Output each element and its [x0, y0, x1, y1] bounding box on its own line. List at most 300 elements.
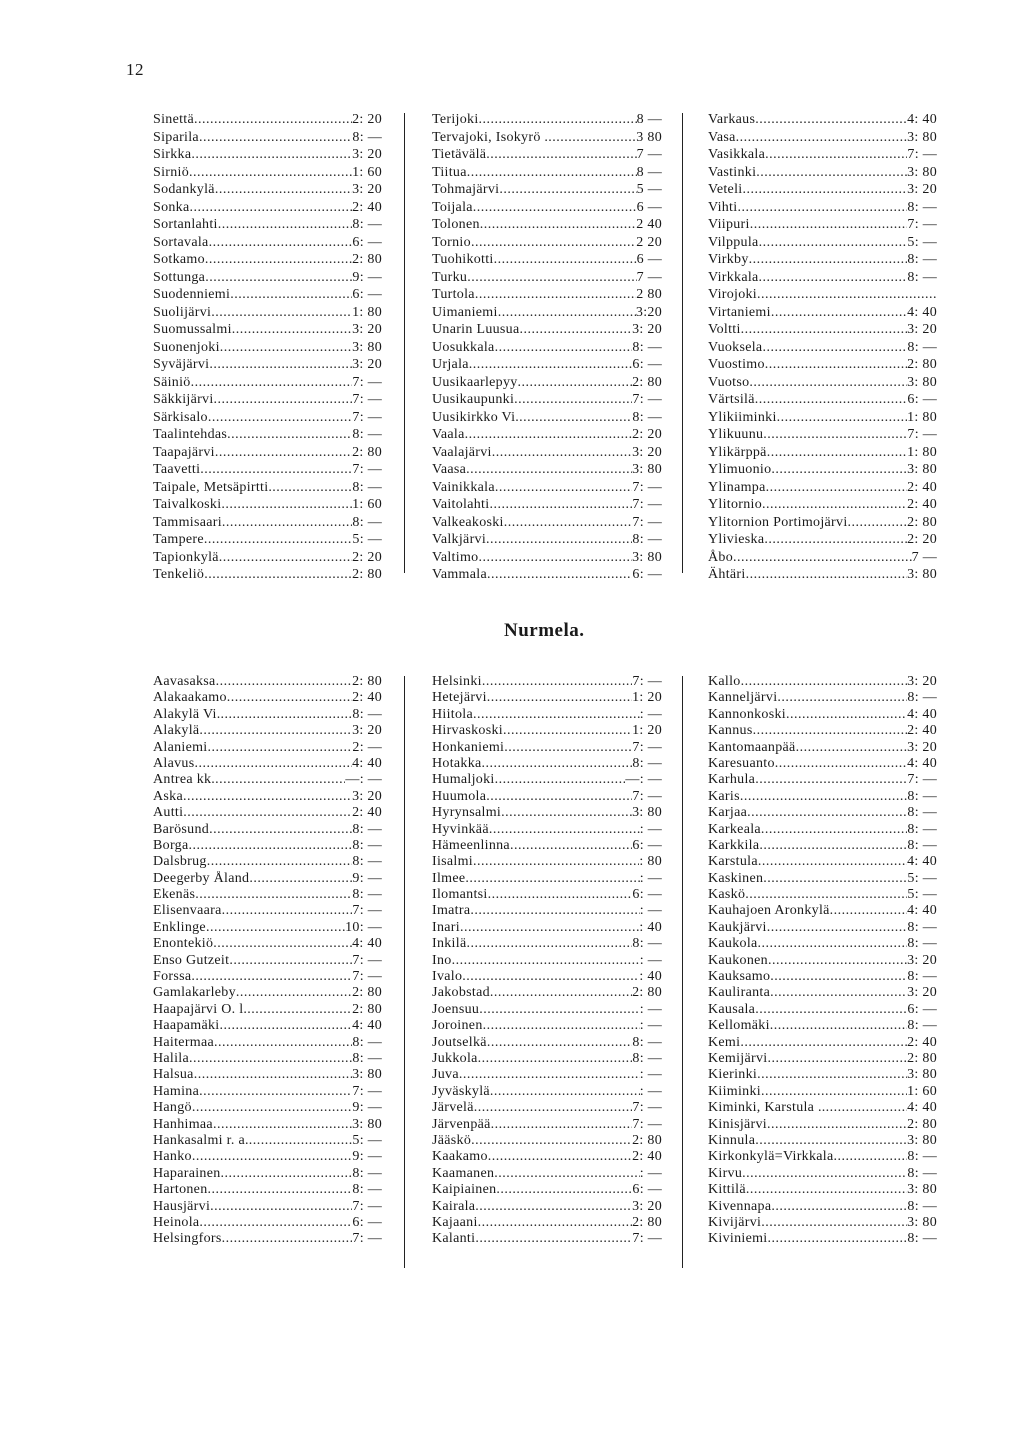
dot-leader [759, 234, 908, 252]
dot-leader [770, 1018, 908, 1034]
dot-leader [222, 514, 353, 532]
place-name: Kiminki, Karstula .. [708, 1100, 826, 1116]
list-item [153, 953, 382, 969]
dot-leader [490, 985, 632, 1001]
rate-value: 8: — [632, 409, 662, 425]
list-item [153, 339, 382, 357]
place-name: Dalsbrug [153, 854, 207, 870]
place-name: Ivalo [432, 969, 463, 985]
list-item [708, 321, 937, 339]
rate-value: 4: 40 [907, 854, 937, 870]
place-name: Järvelä [432, 1100, 474, 1116]
list-item [708, 391, 937, 409]
dot-leader [471, 234, 636, 252]
list-item [153, 1067, 382, 1083]
place-name: Virkby [708, 252, 749, 267]
place-name: Kaskinen [708, 870, 764, 886]
rate-value: 2: 80 [352, 444, 382, 460]
rate-value: 7: — [632, 514, 662, 530]
place-name: Kauliranta [708, 985, 771, 1001]
list-item [432, 1117, 662, 1133]
list-item [153, 936, 382, 952]
rate-value: : — [639, 1018, 662, 1034]
dot-leader [504, 514, 633, 532]
rate-value: 7: — [632, 1100, 662, 1116]
place-name: Kiiminki [708, 1083, 761, 1099]
dot-leader [757, 286, 937, 304]
list-item [708, 903, 937, 919]
dot-leader [249, 871, 352, 887]
dot-leader [490, 1084, 640, 1100]
dot-leader [221, 496, 352, 514]
list-item [153, 426, 382, 444]
rate-value: 6: — [632, 837, 662, 853]
dot-leader [473, 854, 639, 870]
place-name: Taalintehdas [153, 427, 228, 442]
rate-value: 1: 60 [352, 164, 382, 180]
list-item [708, 1067, 937, 1083]
list-item [708, 461, 937, 479]
dot-leader [503, 723, 632, 739]
list-item [708, 690, 937, 706]
rate-value: 7: — [352, 1198, 382, 1214]
rate-value: 1: 80 [907, 409, 937, 425]
rate-value: 2: 80 [352, 1001, 382, 1017]
dot-leader [221, 707, 353, 723]
place-name: Suodenniemi [153, 287, 231, 302]
place-name: Kausala [708, 1001, 756, 1017]
list-item [432, 251, 662, 269]
place-name: Unarin Luusua [432, 322, 520, 337]
dot-leader [204, 566, 352, 584]
list-item [432, 707, 662, 723]
place-name: Kivennapa [708, 1198, 772, 1214]
top-column-1 [153, 111, 382, 584]
dot-leader [486, 789, 632, 805]
place-name: Kantomaanpää [708, 739, 796, 755]
rate-value: 8 — [636, 164, 662, 180]
rate-value: 3: 20 [632, 444, 662, 460]
dot-leader [737, 199, 907, 217]
dot-leader [504, 740, 632, 756]
list-item [432, 496, 662, 514]
rate-value: 8: — [907, 690, 937, 706]
rate-value: 6 — [636, 199, 662, 215]
list-item [153, 181, 382, 199]
list-item [432, 789, 662, 805]
list-item [708, 1231, 937, 1247]
place-name: Karhula [708, 772, 756, 788]
rate-value: 8: — [352, 854, 382, 870]
section-title: Nurmela. [504, 620, 585, 641]
dot-leader [459, 1067, 640, 1083]
rate-value: 9: — [352, 269, 382, 285]
place-name: Vasa [708, 129, 736, 145]
rate-value: 6: — [632, 567, 662, 582]
list-item [432, 339, 662, 357]
place-name: Kannonkoski [708, 706, 786, 722]
dot-leader [227, 426, 352, 444]
place-name: Vaitolahti [432, 497, 490, 512]
rate-value: 8: — [352, 1165, 382, 1181]
dot-leader [208, 740, 353, 756]
list-item [708, 129, 937, 147]
dot-leader [473, 199, 637, 217]
dot-leader [189, 1051, 352, 1067]
rate-value: 3: 80 [907, 374, 937, 390]
dot-leader [487, 566, 632, 584]
rate-value: 8: — [907, 1198, 937, 1214]
list-item [708, 374, 937, 392]
dot-leader [750, 216, 908, 234]
list-item [432, 985, 662, 1001]
dot-leader [474, 1100, 633, 1116]
rate-value: 8: — [632, 1050, 662, 1066]
list-item [153, 1084, 382, 1100]
rate-value: 9: — [352, 870, 382, 886]
rate-value: 1: 20 [632, 690, 662, 706]
dot-leader [465, 871, 639, 887]
dot-leader [488, 1149, 632, 1165]
dot-leader [742, 181, 907, 199]
dot-leader [766, 479, 908, 497]
place-name: Valkjärvi [432, 532, 487, 547]
rate-value: 3: 80 [907, 164, 937, 180]
rate-value: 7: — [632, 1116, 662, 1132]
place-name: Vammala [432, 567, 487, 582]
dot-leader [848, 514, 908, 532]
rate-value: 8: — [352, 821, 382, 837]
dot-leader [191, 146, 352, 164]
place-name: Kaskö [708, 887, 746, 903]
dot-leader [470, 903, 639, 919]
place-name: Haitermaa [153, 1034, 214, 1050]
list-item [153, 1035, 382, 1051]
bottom-column-2 [432, 674, 662, 1248]
place-name: Suomussalmi [153, 322, 232, 337]
dot-leader [220, 339, 352, 357]
place-name: Ylikärppä [708, 444, 767, 460]
dot-leader [213, 1117, 352, 1133]
rate-value: 1: 80 [907, 444, 937, 460]
place-name: Vainikkala [432, 479, 495, 495]
place-name: Kaamanen [432, 1165, 495, 1181]
list-item [708, 269, 937, 287]
list-item [153, 920, 382, 936]
dot-leader [499, 181, 636, 199]
list-item [432, 920, 662, 936]
dot-leader [755, 111, 907, 129]
rate-value: 3: 20 [352, 147, 382, 162]
list-item [432, 146, 662, 164]
dot-leader [768, 953, 907, 969]
place-name: Hanhimaa [153, 1116, 213, 1132]
list-item [432, 854, 662, 870]
list-item [708, 479, 937, 497]
list-item [153, 199, 382, 217]
rate-value: 3: 20 [632, 1198, 662, 1214]
list-item [153, 789, 382, 805]
rate-value: 8: — [632, 936, 662, 952]
list-item [708, 822, 937, 838]
place-name: Vaalajärvi [432, 444, 492, 460]
rate-value: 2: 80 [352, 567, 382, 582]
list-item [708, 854, 937, 870]
rate-value: 7: — [352, 409, 382, 425]
place-name: Elisenvaara [153, 903, 222, 919]
place-name: Suonenjoki [153, 339, 220, 355]
dot-leader [191, 374, 353, 392]
list-item [432, 1051, 662, 1067]
list-item [708, 887, 937, 903]
list-item [432, 531, 662, 549]
rate-value: 3: 80 [907, 567, 937, 582]
rate-value: 8: — [907, 1231, 937, 1247]
place-name: Jakobstad [432, 985, 490, 1001]
place-name: Kaukonen [708, 952, 768, 968]
rate-value: 3: 80 [907, 129, 937, 145]
place-name: Kemijärvi [708, 1050, 768, 1066]
list-item [432, 1067, 662, 1083]
rate-value: 7: — [632, 392, 662, 407]
rate-value: 3: 20 [907, 952, 937, 968]
column-divider [682, 113, 683, 573]
list-item [153, 129, 382, 147]
rate-value: : 40 [639, 969, 662, 985]
top-column-3 [708, 111, 937, 584]
rate-value: 1: 20 [632, 723, 662, 739]
place-name: Heinola [153, 1214, 200, 1230]
dot-leader [777, 690, 907, 706]
list-item [708, 789, 937, 805]
place-name: Vuoksela [708, 339, 763, 355]
place-name: Jyväskylä [432, 1083, 490, 1099]
place-name: Sortavala [153, 234, 209, 250]
list-item [153, 854, 382, 870]
place-name: Helsinki [432, 674, 482, 689]
place-name: Särkisalo [153, 409, 208, 425]
place-name: Taapajärvi [153, 444, 215, 460]
dot-leader [745, 887, 907, 903]
dot-leader [487, 690, 632, 706]
dot-leader [199, 129, 352, 147]
list-item [708, 707, 937, 723]
dot-leader [467, 164, 637, 182]
dot-leader [199, 1215, 352, 1231]
dot-leader [216, 674, 353, 690]
place-name: Kiviniemi [708, 1231, 768, 1247]
dot-leader [191, 969, 352, 985]
rate-value: 4: 40 [352, 1018, 382, 1034]
dot-leader [249, 1133, 353, 1149]
rate-value: 8: — [907, 837, 937, 853]
place-name: Terijoki [432, 112, 479, 127]
rate-value: 4: 40 [907, 755, 937, 771]
place-name: Hyvinkää [432, 821, 489, 837]
dot-leader [200, 461, 352, 479]
rate-value: 6: — [907, 1001, 937, 1017]
place-name: Vuostimo [708, 357, 765, 372]
rate-value: 3: 20 [352, 723, 382, 739]
place-name: Virojoki [708, 287, 758, 302]
list-item [153, 146, 382, 164]
place-name: Huumola [432, 788, 487, 804]
rate-value: 8: — [352, 479, 382, 495]
list-item [153, 391, 382, 409]
list-item [153, 321, 382, 339]
list-item [708, 985, 937, 1001]
rate-value: 3: 80 [907, 1067, 937, 1083]
dot-leader [514, 391, 632, 409]
list-item [708, 531, 937, 549]
rate-value: 3: 80 [632, 549, 662, 565]
list-item [432, 356, 662, 374]
place-name: Kauhajoen Aronkylä [708, 903, 830, 919]
place-name: Ylinampa [708, 479, 766, 495]
rate-value: 7: — [352, 1083, 382, 1099]
rate-value: 3: 80 [352, 339, 382, 355]
rate-value: 2: 40 [352, 199, 382, 215]
list-item [153, 969, 382, 985]
list-item [708, 216, 937, 234]
dot-leader [753, 723, 908, 739]
dot-leader [733, 549, 912, 567]
rate-value: 8: — [907, 1149, 937, 1165]
dot-leader [199, 723, 352, 739]
place-name: Jukkola [432, 1050, 478, 1066]
place-name: Ähtäri [708, 567, 746, 582]
place-name: Suolijärvi [153, 304, 212, 320]
dot-leader [770, 969, 907, 985]
place-name: Vasikkala [708, 147, 766, 162]
rate-value: 8: — [907, 919, 937, 935]
dot-leader [548, 129, 636, 147]
place-name: Uusikirkko Vi. [432, 409, 520, 425]
rate-value: 5 — [636, 182, 662, 197]
list-item [153, 822, 382, 838]
dot-leader [494, 1166, 639, 1182]
dot-leader [767, 444, 907, 462]
rate-value: 8: — [907, 339, 937, 355]
dot-leader [219, 549, 352, 567]
rate-value: 4: 40 [907, 112, 937, 127]
list-item [432, 1133, 662, 1149]
list-item [708, 674, 937, 690]
rate-value: 7: — [352, 1231, 382, 1247]
dot-leader [229, 953, 352, 969]
place-name: Tolonen [432, 217, 480, 232]
dot-leader [761, 1084, 907, 1100]
dot-leader [190, 199, 353, 217]
dot-leader [482, 674, 633, 690]
dot-leader [462, 969, 639, 985]
rate-value: 2: 20 [352, 549, 382, 565]
place-name: Sirniö [153, 164, 190, 180]
rate-value: 2: 80 [632, 1214, 662, 1230]
list-item [708, 1100, 937, 1116]
rate-value: 6: — [352, 287, 382, 302]
dot-leader [757, 1067, 907, 1083]
dot-leader [208, 409, 353, 427]
rate-value: 3: 80 [907, 1182, 937, 1198]
dot-leader [479, 111, 637, 129]
column-divider [682, 676, 683, 1268]
dot-leader [469, 356, 633, 374]
place-name: Taipale, Metsäpirtti. [153, 479, 273, 495]
list-item [153, 304, 382, 322]
rate-value: 8: — [632, 532, 662, 547]
rate-value: 2: 80 [352, 985, 382, 1001]
list-item [708, 740, 937, 756]
dot-leader [466, 936, 632, 952]
rate-value: 4: 40 [907, 1100, 937, 1116]
dot-leader [746, 566, 908, 584]
place-name: Sodankylä [153, 182, 215, 197]
dot-leader [183, 789, 352, 805]
list-item [708, 1166, 937, 1182]
rate-value: 8: — [352, 514, 382, 530]
list-item [708, 1051, 937, 1067]
list-item [432, 321, 662, 339]
dot-leader [767, 1051, 907, 1067]
rate-value: 7: — [352, 392, 382, 407]
dot-leader [272, 479, 352, 497]
place-name: Halila [153, 1050, 190, 1066]
place-name: Borga [153, 837, 189, 853]
dot-leader [214, 1035, 352, 1051]
place-name: Kairala [432, 1198, 476, 1214]
list-item [708, 1149, 937, 1165]
rate-value: 8: — [352, 129, 382, 145]
rate-value: 6: — [632, 887, 662, 903]
rate-value: 8: — [352, 1050, 382, 1066]
rate-value: 3:20 [635, 304, 662, 320]
place-name: Hartonen [153, 1182, 208, 1198]
rate-value: 7: — [352, 374, 382, 390]
place-name: Autti [153, 805, 184, 821]
rate-value: 2: 80 [352, 252, 382, 267]
rate-value: 3: 20 [907, 985, 937, 1001]
list-item [153, 1149, 382, 1165]
rate-value: 8: — [907, 1018, 937, 1034]
rate-value: 2 20 [636, 234, 662, 250]
rate-value: 5: — [907, 234, 937, 250]
place-name: Karesuanto [708, 755, 775, 771]
place-name: Kajaani [432, 1214, 478, 1230]
list-item [153, 234, 382, 252]
dot-leader [486, 146, 636, 164]
place-name: Iisalmi [432, 854, 473, 870]
dot-leader [767, 1117, 907, 1133]
rate-value: 6: — [632, 357, 662, 372]
list-item [432, 936, 662, 952]
rate-value: 7: — [632, 674, 662, 689]
list-item [153, 216, 382, 234]
list-item [153, 549, 382, 567]
rate-value: : — [639, 1083, 662, 1099]
list-item [708, 838, 937, 854]
dot-leader [510, 838, 632, 854]
dot-leader [496, 1182, 632, 1198]
rate-value: 8: — [907, 936, 937, 952]
place-name: Deegerby Åland [153, 870, 250, 886]
rate-value: 8: — [632, 1034, 662, 1050]
rate-value: 2: 80 [352, 674, 382, 689]
place-name: Aavasaksa [153, 674, 216, 689]
list-item [432, 181, 662, 199]
rate-value: 7: — [632, 739, 662, 755]
dot-leader [482, 756, 633, 772]
